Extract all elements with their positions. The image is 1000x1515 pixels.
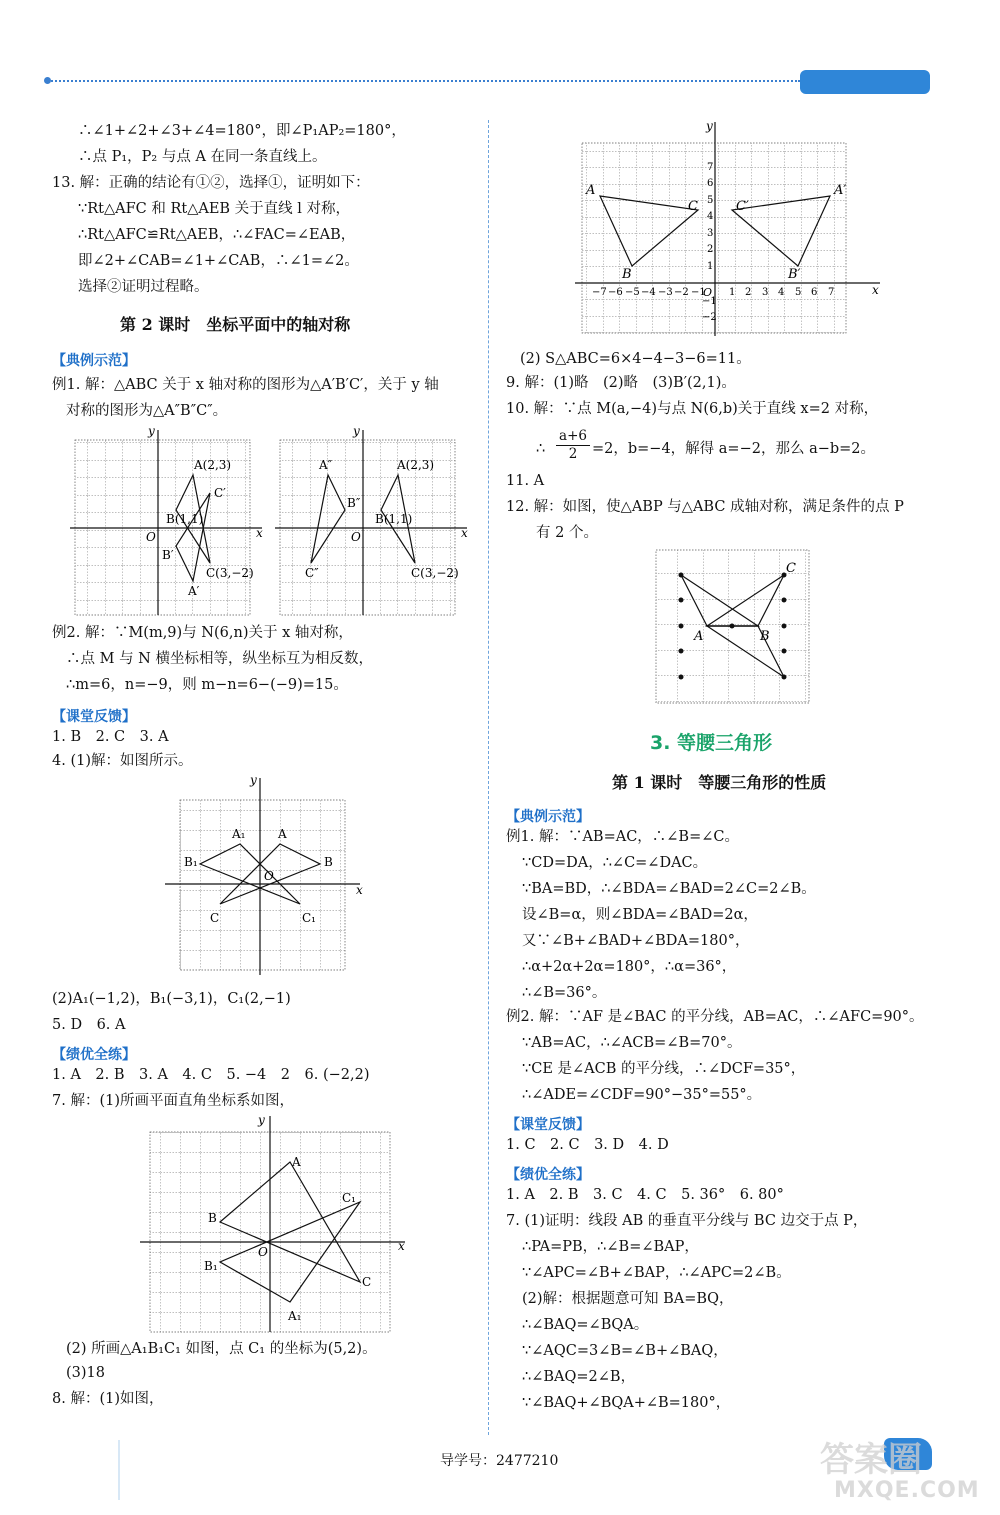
proof-line: ∵∠BAQ+∠BQA+∠B=180°， [522,1395,731,1411]
label-y: y [258,1113,265,1127]
label-A-prime: A′ [188,584,200,598]
label-origin: O [264,869,274,883]
watermark-url: MXQE.COM [834,1478,980,1503]
example-1: 例1. 解：∵AB=AC，∴∠B=∠C。 [506,829,739,845]
label-C: C(3,−2) [411,566,459,580]
example-1: 又∵∠B+∠BAD+∠BDA=180°， [522,933,750,949]
y-tick: −2 [702,312,717,323]
question-9: 9. 解：(1)略 (2)略 (3)B′(2,1)。 [506,375,736,391]
label-C1: C₁ [342,1191,356,1205]
label-B1: B₁ [184,855,198,869]
question-7: 7. (1)证明：线段 AB 的垂直平分线与 BC 边交于点 P， [506,1213,868,1229]
proof-line: ∴点 P₁，P₂ 与点 A 在同一条直线上。 [78,149,327,165]
section-heading: 【课堂反馈】 [52,709,136,725]
column-divider [488,120,489,1435]
coordinate-figure-3 [160,770,370,980]
label-A: A [292,1155,301,1169]
section-heading: 【典例示范】 [52,353,136,369]
section-heading: 【绩优全练】 [506,1167,590,1183]
x-tick: 4 [778,287,785,298]
question-10: =2，b=−4，解得 a=−2，那么 a−b=2。 [592,441,876,457]
x-tick: −5 [625,287,640,298]
label-B: B [324,855,333,869]
question-7: (2) 所画△A₁B₁C₁ 如图，点 C₁ 的坐标为(5,2)。 [66,1341,377,1357]
y-tick: 2 [707,244,714,255]
grid-figure-6 [652,548,812,708]
label-C: C [688,199,698,214]
question-12: 12. 解：如图，使△ABP 与△ABC 成轴对称，满足条件的点 P [506,499,904,515]
label-x: x [872,283,879,297]
example-1: 设∠B=α，则∠BDA=∠BAD=2α， [522,907,758,923]
coordinate-figure-5 [570,118,890,338]
y-tick: 7 [707,162,714,173]
label-origin: O [351,530,361,544]
answers: 5. D 6. A [52,1017,126,1033]
label-x: x [256,526,263,540]
question-7: (3)18 [66,1365,105,1381]
proof-line: 选择②证明过程略。 [78,279,209,295]
example-1: ∵CD=DA，∴∠C=∠DAC。 [522,855,708,871]
example-2: ∴∠ADE=∠CDF=90°−35°=55°。 [522,1087,762,1103]
label-B: B(1,1) [166,512,204,526]
example-2: ∴点 M 与 N 横坐标相等，纵坐标互为相反数， [66,651,373,667]
question-11: 11. A [506,473,545,489]
coordinate-figure-1 [70,425,270,615]
section-heading: 【绩优全练】 [52,1047,136,1063]
proof-line: ∴PA=PB，∴∠B=∠BAP， [522,1239,699,1255]
label-B: B [622,267,632,282]
label-y: y [250,773,257,787]
label-x: x [356,883,363,897]
label-origin: O [146,530,156,544]
lesson-title: 第 1 课时 等腰三角形的性质 [612,773,827,792]
answers: (2)A₁(−1,2)，B₁(−3,1)，C₁(2,−1) [52,991,291,1007]
proof-line: ∴∠BAQ=2∠B， [522,1369,636,1385]
y-tick: 4 [707,211,714,222]
example-2: ∵AB=AC，∴∠ACB=∠B=70°。 [522,1035,742,1051]
section-heading: 【课堂反馈】 [506,1117,590,1133]
example-2: 例2. 解：∵M(m,9)与 N(6,n)关于 x 轴对称， [52,625,353,641]
x-tick: −7 [592,287,607,298]
x-tick: 2 [745,287,752,298]
answers: 1. A 2. B 3. C 4. C 5. 36° 6. 80° [506,1187,784,1203]
x-tick: 1 [729,287,736,298]
answers: 4. (1)解：如图所示。 [52,753,193,769]
question-10: 10. 解：∵点 M(a,−4)与点 N(6,b)关于直线 x=2 对称， [506,401,879,417]
label-A1: A₁ [288,1309,302,1323]
proof-line: ∴∠BAQ=∠BQA。 [522,1317,649,1333]
x-tick: 7 [828,287,835,298]
y-tick: 3 [707,228,714,239]
fraction [556,428,590,463]
proof-line: (2)解：根据题意可知 BA=BQ， [522,1291,734,1307]
label-y: y [148,424,155,438]
label-A-double-prime: A″ [319,458,333,472]
label-x: x [461,526,468,540]
label-x: x [398,1239,405,1253]
label-origin: O [703,286,713,299]
label-C: C [786,561,796,576]
header-badge [800,70,930,94]
y-tick: 5 [707,195,714,206]
example-1: 对称的图形为△A″B″C″。 [66,403,228,419]
example-1: ∴∠B=36°。 [522,985,607,1001]
answers: 1. C 2. C 3. D 4. D [506,1137,669,1153]
header-rule [48,80,800,82]
watermark-logo: 答案圈 [820,1440,922,1480]
x-tick: −2 [674,287,689,298]
label-A: A(2,3) [397,458,435,472]
lesson-title: 第 2 课时 坐标平面中的轴对称 [120,315,351,334]
y-tick: −1 [702,296,717,307]
section-title: 3. 等腰三角形 [650,732,773,754]
label-C: C [362,1275,372,1289]
answers: 1. A 2. B 3. A 4. C 5. −4 2 6. (−2,2) [52,1067,370,1083]
footer-code: 导学号：2477210 [440,1453,559,1469]
label-B-prime: B′ [788,267,801,282]
question-7: 7. 解：(1)所画平面直角坐标系如图， [52,1093,294,1109]
label-C1: C₁ [302,911,316,925]
example-1: ∴α+2α+2α=180°，∴α=36°， [522,959,737,975]
question-12: 有 2 个。 [536,525,598,541]
answers: 1. B 2. C 3. A [52,729,169,745]
proof-line: ∵∠APC=∠B+∠BAP，∴∠APC=2∠B。 [522,1265,791,1281]
label-C-double-prime: C″ [305,566,319,580]
answer-line: (2) S△ABC=6×4−4−3−6=11。 [520,351,751,367]
label-A-prime: A′ [834,183,847,198]
label-B-prime: B′ [162,548,174,562]
proof-line: ∴∠1+∠2+∠3+∠4=180°，即∠P₁AP₂=180°， [78,123,406,139]
example-2: ∵CE 是∠ACB 的平分线，∴∠DCF=35°， [522,1061,806,1077]
coordinate-figure-2 [275,425,475,615]
margin-mark [118,1440,120,1500]
example-2: ∴m=6，n=−9，则 m−n=6−(−9)=15。 [66,677,348,693]
label-B-double-prime: B″ [347,496,361,510]
label-A1: A₁ [232,827,246,841]
question-10-pre: ∴ [536,441,546,457]
label-A: A [586,183,596,198]
question-8: 8. 解：(1)如图， [52,1391,164,1407]
label-B: B [208,1211,217,1225]
x-tick: −1 [691,287,706,298]
proof-line: 即∠2+∠CAB=∠1+∠CAB，∴∠1=∠2。 [78,253,359,269]
label-A: A(2,3) [194,458,232,472]
x-tick: −3 [658,287,673,298]
x-tick: 3 [762,287,769,298]
label-y: y [706,119,713,133]
proof-line: ∵Rt△AFC 和 Rt△AEB 关于直线 l 对称， [78,201,351,217]
label-C: C(3,−2) [206,566,254,580]
example-1: 例1. 解：△ABC 关于 x 轴对称的图形为△A′B′C′，关于 y 轴 [52,377,439,393]
coordinate-figure-4 [140,1112,415,1332]
x-tick: −4 [641,287,656,298]
x-tick: 6 [811,287,818,298]
example-1: ∵BA=BD，∴∠BDA=∠BAD=2∠C=2∠B。 [522,881,816,897]
question-13: 13. 解：正确的结论有①②，选择①，证明如下： [52,175,370,191]
x-tick: −6 [608,287,623,298]
fraction-denominator: 2 [556,445,590,463]
y-tick: 1 [707,261,714,272]
label-B: B [760,629,770,644]
label-A: A [278,827,287,841]
label-C: C [210,911,220,925]
label-C-prime: C′ [214,486,226,500]
label-origin: O [258,1245,268,1259]
label-y: y [353,424,360,438]
y-tick: 6 [707,178,714,189]
label-B1: B₁ [204,1259,218,1273]
proof-line: ∴Rt△AFC≌Rt△AEB，∴∠FAC=∠EAB， [78,227,356,243]
label-B: B(1,1) [375,512,413,526]
label-C-prime: C′ [736,199,749,214]
x-tick: 5 [795,287,802,298]
label-A: A [694,629,704,644]
section-heading: 【典例示范】 [506,809,590,825]
fraction-numerator: a+6 [559,428,587,444]
proof-line: ∵∠AQC=3∠B=∠B+∠BAQ， [522,1343,728,1359]
example-2: 例2. 解：∵AF 是∠BAC 的平分线，AB=AC，∴∠AFC=90°。 [506,1009,924,1025]
